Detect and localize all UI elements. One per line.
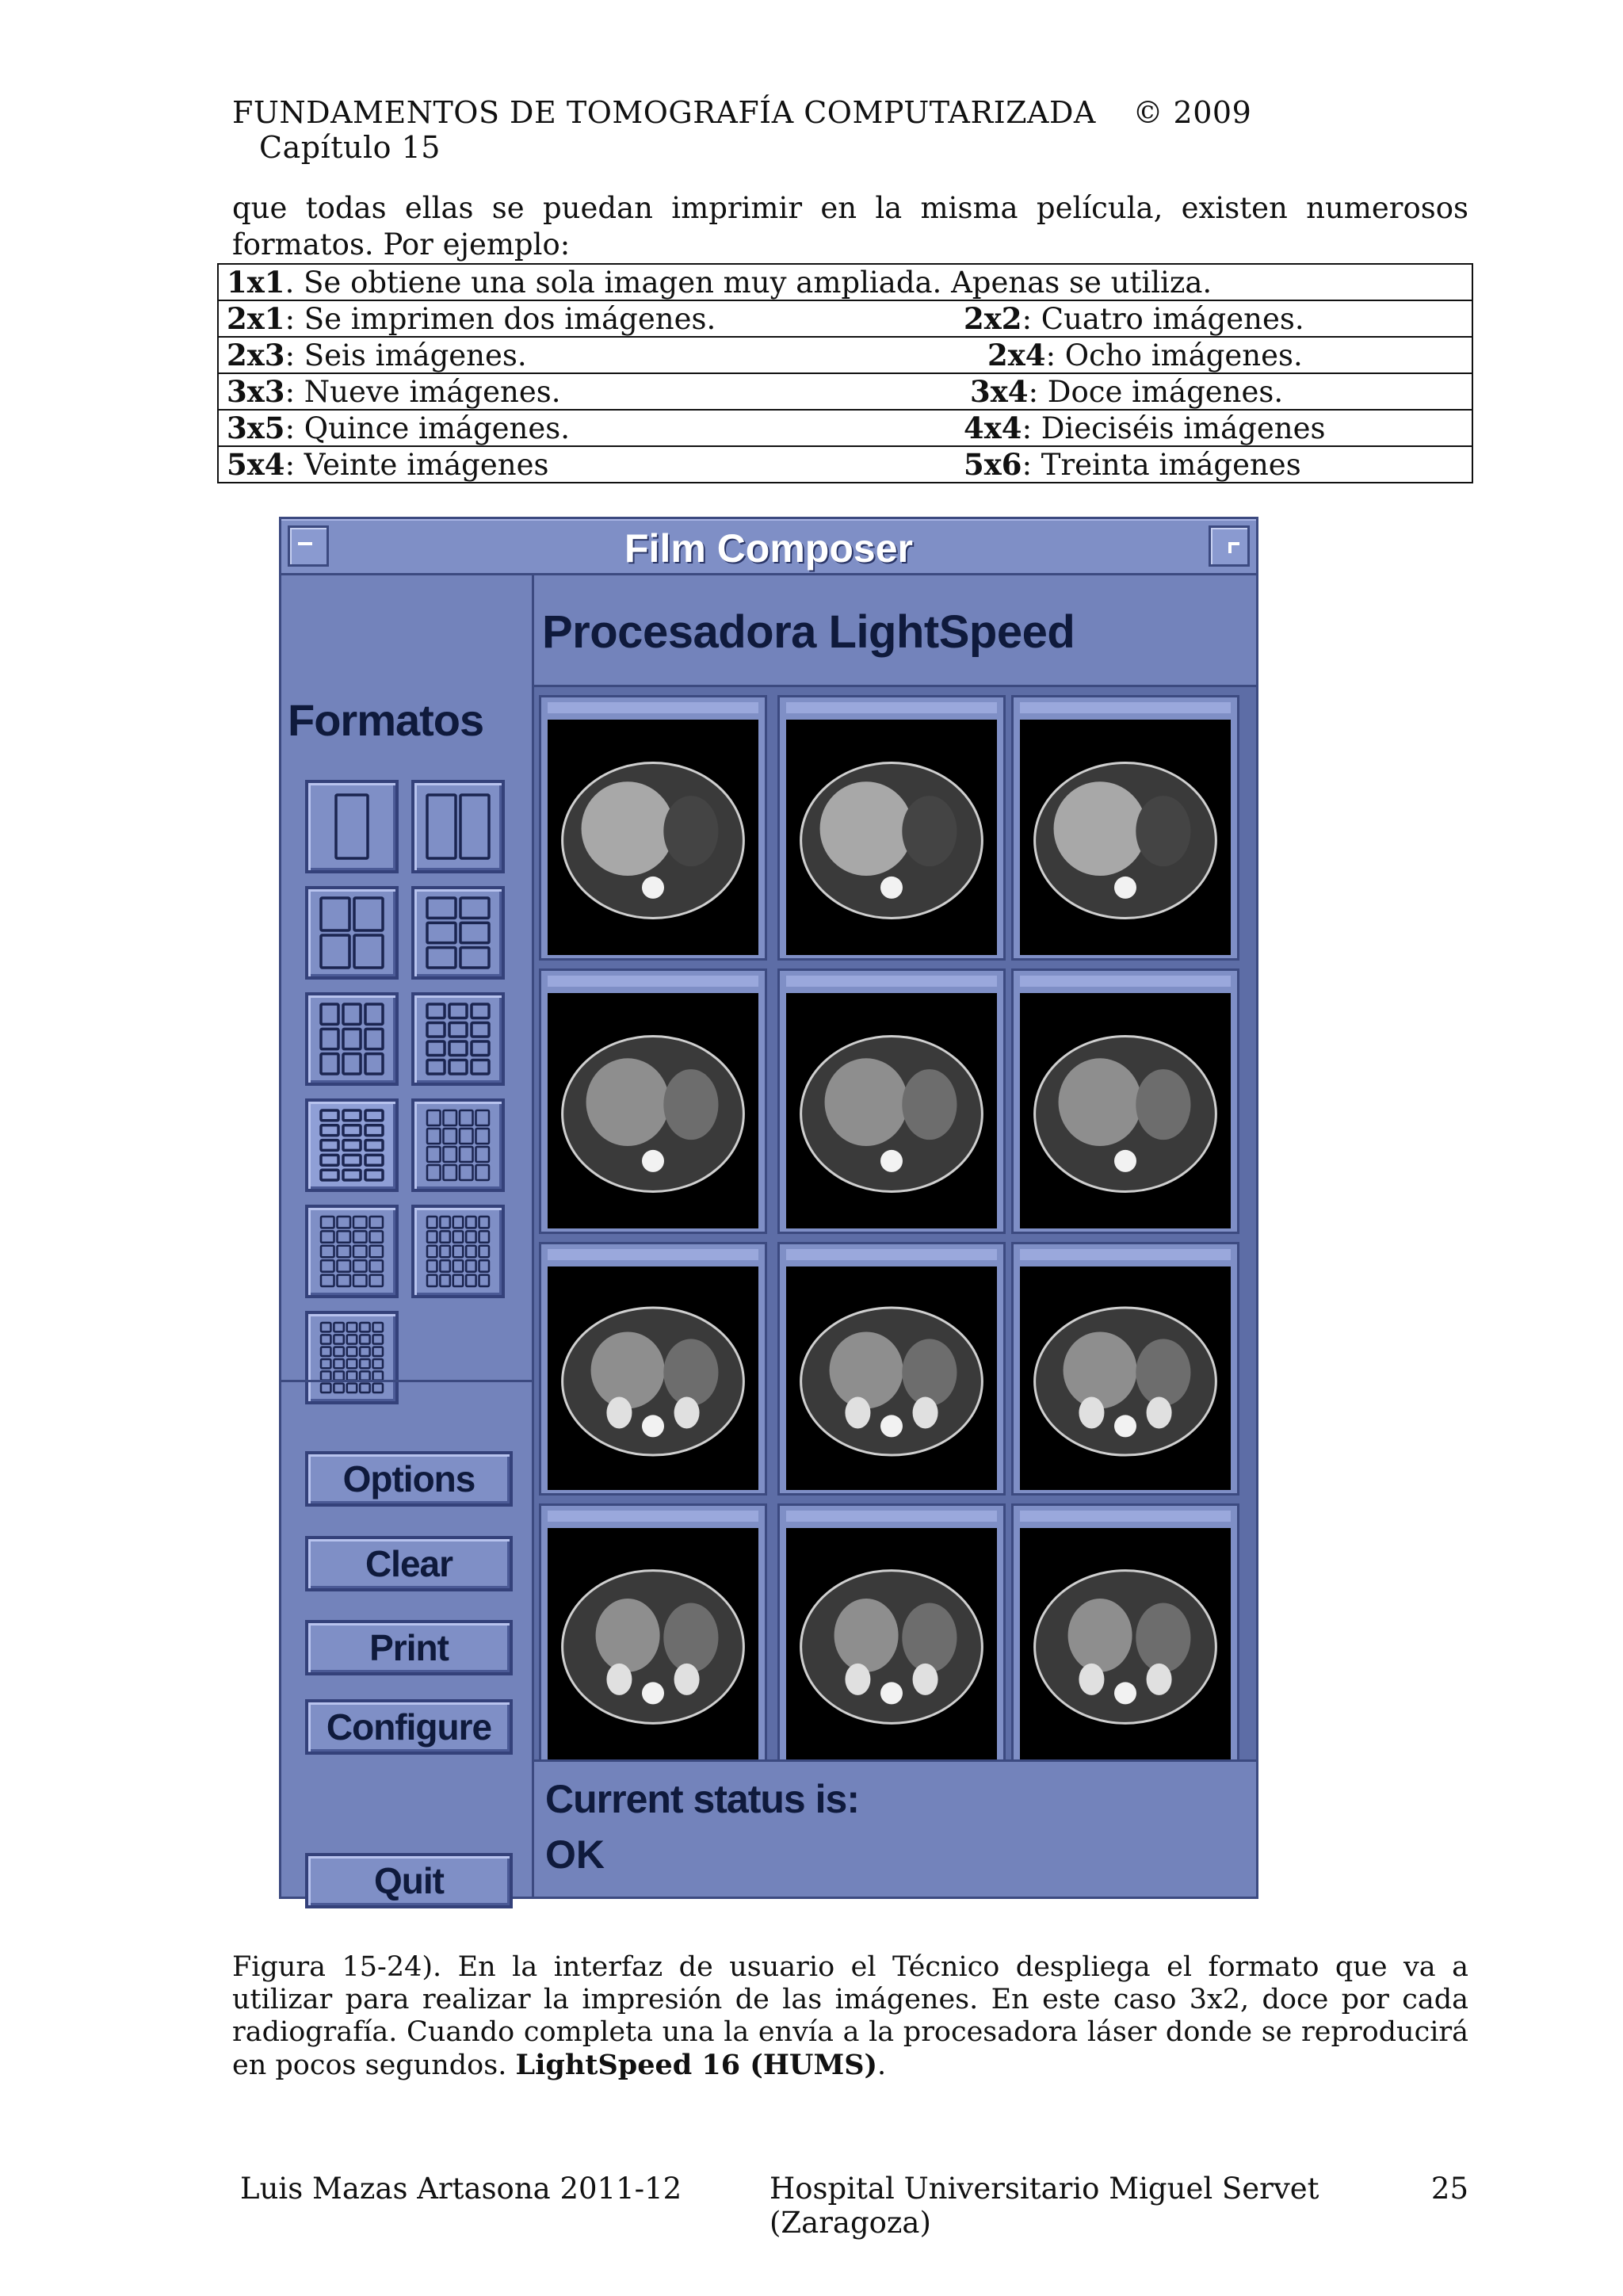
- table-row: [218, 373, 1472, 410]
- layout-1x1-icon: [318, 789, 386, 865]
- film-panel: [534, 575, 1256, 1897]
- table-cell: 3x5: Quince imágenes.: [218, 410, 964, 446]
- cell-header-bar: [548, 1511, 758, 1522]
- formats-label: Formatos: [288, 695, 484, 745]
- cell-header-bar: [1020, 702, 1231, 713]
- processor-header: [534, 575, 1256, 687]
- format-button-2x3[interactable]: [411, 886, 505, 980]
- table-row: [218, 446, 1472, 483]
- layout-3x5-icon: [318, 1107, 386, 1183]
- film-composer-window: [279, 517, 1258, 1899]
- layout-4x5-icon: [318, 1213, 386, 1289]
- ct-scan-icon: [548, 720, 758, 955]
- ct-scan-icon: [786, 1266, 997, 1490]
- ct-slice-image: [786, 1528, 997, 1759]
- formats-panel: [281, 575, 534, 1901]
- ct-scan-icon: [786, 720, 997, 955]
- layout-3x4-icon: [424, 1001, 492, 1077]
- format-button-1x1[interactable]: [305, 780, 399, 873]
- ct-slice-image: [1020, 1528, 1231, 1759]
- film-cell[interactable]: [539, 968, 767, 1234]
- ct-slice-image: [548, 1266, 758, 1490]
- format-button-4x4[interactable]: [411, 1098, 505, 1192]
- layout-2x2-icon: [318, 895, 386, 971]
- film-cell[interactable]: [539, 695, 767, 961]
- ct-scan-icon: [1020, 1266, 1231, 1490]
- configure-button[interactable]: Configure: [305, 1699, 513, 1755]
- film-cell[interactable]: [1011, 968, 1239, 1234]
- table-cell: 5x4: Veinte imágenes: [218, 446, 964, 483]
- table-cell: 2x3: Seis imágenes.: [218, 337, 964, 373]
- film-cell[interactable]: [1011, 1503, 1239, 1765]
- table-cell: 4x4: Dieciséis imágenes: [964, 410, 1472, 446]
- table-row: [218, 264, 1472, 300]
- ct-slice-image: [548, 993, 758, 1228]
- window-title: Film Composer: [624, 526, 913, 571]
- cell-header-bar: [786, 702, 997, 713]
- formats-table: [217, 263, 1473, 483]
- table-row: [218, 410, 1472, 446]
- status-value: OK: [545, 1832, 605, 1877]
- intro-paragraph: que todas ellas se puedan imprimir en la misma película, existen numerosos formatos. Por ejemplo:: [232, 191, 1468, 262]
- options-button[interactable]: Options: [305, 1451, 513, 1507]
- print-button[interactable]: Print: [305, 1620, 513, 1675]
- status-panel: [534, 1759, 1256, 1897]
- ct-scan-icon: [1020, 720, 1231, 955]
- cell-header-bar: [786, 1249, 997, 1260]
- cell-header-bar: [1020, 976, 1231, 987]
- quit-button[interactable]: Quit: [305, 1853, 513, 1908]
- ct-scan-icon: [548, 1266, 758, 1490]
- ct-scan-icon: [786, 993, 997, 1228]
- format-button-3x4[interactable]: [411, 992, 505, 1086]
- footer-hospital: Hospital Universitario Miguel Servet (Zaragoza): [769, 2172, 1319, 2240]
- format-button-2x2[interactable]: [305, 886, 399, 980]
- format-button-4x5[interactable]: [305, 1205, 399, 1298]
- cell-header-bar: [548, 1249, 758, 1260]
- table-row: [218, 337, 1472, 373]
- film-cell[interactable]: [1011, 695, 1239, 961]
- film-cell[interactable]: [777, 968, 1006, 1234]
- ct-slice-image: [786, 993, 997, 1228]
- ct-scan-icon: [548, 993, 758, 1228]
- header-copyright: © 2009: [1132, 95, 1252, 130]
- table-cell: 3x4: Doce imágenes.: [964, 373, 1472, 410]
- ct-slice-image: [548, 1528, 758, 1759]
- ct-slice-image: [1020, 720, 1231, 955]
- ct-slice-image: [1020, 1266, 1231, 1490]
- figure-caption: Figura 15-24). En la interfaz de usuario el Técnico despliega el formato que va a utilizar para realizar la impresión de las imágenes. En este caso 3x2, doce por cada radiografía. Cuando completa una la envía a la procesadora láser donde se reproducirá en pocos segundos. LightSpeed 16 (HUMS).: [232, 1951, 1468, 2081]
- film-cell[interactable]: [539, 1503, 767, 1765]
- ct-scan-icon: [786, 1528, 997, 1759]
- layout-2x1-icon: [424, 789, 492, 865]
- cell-header-bar: [1020, 1249, 1231, 1260]
- ct-scan-icon: [1020, 993, 1231, 1228]
- film-cell[interactable]: [539, 1242, 767, 1496]
- clear-button[interactable]: Clear: [305, 1536, 513, 1591]
- status-label: Current status is:: [545, 1777, 859, 1821]
- header-title: FUNDAMENTOS DE TOMOGRAFÍA COMPUTARIZADA: [232, 95, 1096, 130]
- table-cell: 2x4: Ocho imágenes.: [964, 337, 1472, 373]
- ct-slice-image: [786, 1266, 997, 1490]
- footer-author: Luis Mazas Artasona 2011-12: [240, 2172, 682, 2206]
- page-header: [232, 95, 1468, 165]
- format-button-3x3[interactable]: [305, 992, 399, 1086]
- layout-5x6-icon: [318, 1320, 386, 1396]
- table-cell: 2x2: Cuatro imágenes.: [964, 300, 1472, 337]
- table-cell: 2x1: Se imprimen dos imágenes.: [218, 300, 964, 337]
- format-button-5x6[interactable]: [305, 1311, 399, 1404]
- film-preview[interactable]: [534, 687, 1256, 1773]
- format-button-3x5[interactable]: [305, 1098, 399, 1192]
- table-row: [218, 300, 1472, 337]
- layout-3x3-icon: [318, 1001, 386, 1077]
- layout-2x3-icon: [424, 895, 492, 971]
- layout-4x4-icon: [424, 1107, 492, 1183]
- table-cell: 5x6: Treinta imágenes: [964, 446, 1472, 483]
- page-number: 25: [1430, 2172, 1468, 2206]
- panel-divider: [281, 1380, 532, 1382]
- ct-slice-image: [548, 720, 758, 955]
- cell-header-bar: [548, 976, 758, 987]
- cell-header-bar: [1020, 1511, 1231, 1522]
- table-cell: 3x3: Nueve imágenes.: [218, 373, 964, 410]
- header-chapter: Capítulo 15: [259, 130, 441, 165]
- film-cell[interactable]: [777, 1503, 1006, 1765]
- processor-label: Procesadora LightSpeed: [542, 606, 1075, 658]
- film-cell[interactable]: [1011, 1242, 1239, 1496]
- format-button-5x5[interactable]: [411, 1205, 505, 1298]
- ct-scan-icon: [548, 1528, 758, 1759]
- format-button-2x1[interactable]: [411, 780, 505, 873]
- ct-scan-icon: [1020, 1528, 1231, 1759]
- cell-header-bar: [786, 1511, 997, 1522]
- table-cell: 1x1. Se obtiene una sola imagen muy ampliada. Apenas se utiliza.: [218, 264, 1472, 300]
- window-resize-button[interactable]: [1209, 525, 1250, 567]
- film-cell[interactable]: [777, 1242, 1006, 1496]
- layout-5x5-icon: [424, 1213, 492, 1289]
- ct-slice-image: [786, 720, 997, 955]
- cell-header-bar: [548, 702, 758, 713]
- film-cell[interactable]: [777, 695, 1006, 961]
- cell-header-bar: [786, 976, 997, 987]
- resize-icon: [1228, 542, 1239, 545]
- window-titlebar: [281, 519, 1256, 575]
- ct-slice-image: [1020, 993, 1231, 1228]
